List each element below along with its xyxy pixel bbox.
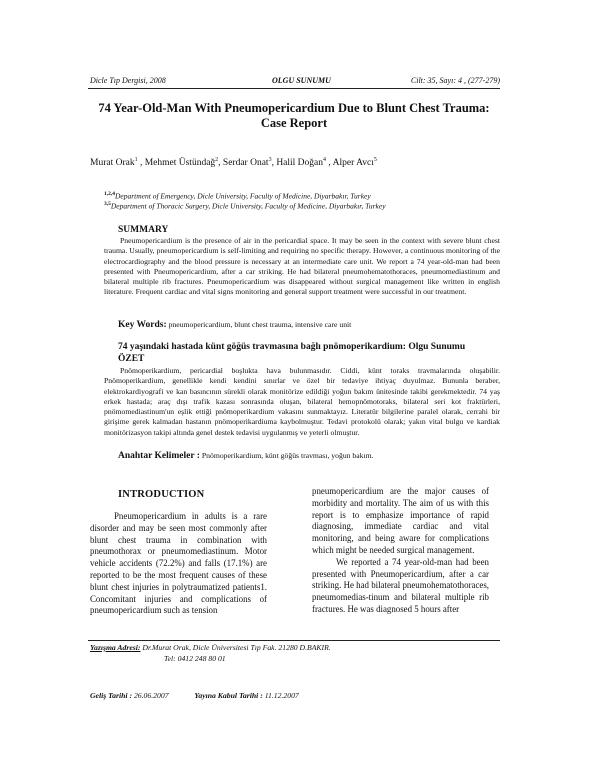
accepted-label: Yayına Kabul Tarihi : [194, 691, 263, 700]
intro-column-left [90, 511, 267, 617]
author-name: Alper Avcı [332, 158, 374, 169]
author-name: Serdar Onat [222, 158, 269, 169]
received-label: Geliş Tarihi : [90, 691, 133, 700]
turkish-title: 74 yaşındaki hastada künt göğüs travmasına bağlı pnömoperikardium: Olgu Sunumu [118, 342, 466, 352]
intro-paragraph: Pneumopericardium in adults is a rare disorder and may be seen most commonly after blunt chest trauma in combination with pneumothorax or pneumomediastinum. Motor vehicle accidents (72.2%) and falls (17.1%) are reported to be the most frequent causes of these blunt chest injuries in polytraumatized patients1. Concomitant injuries and complications of pneumopericardium such as tension [90, 511, 267, 616]
article-dates [90, 691, 299, 700]
keywords-label: Key Words: [118, 320, 167, 330]
author-name: Halil Doğan [276, 158, 324, 169]
author-sup: 3 [268, 157, 272, 163]
volume-info: Cilt: 35, Sayı: 4 , (277-279) [410, 76, 500, 85]
ozet-text [104, 366, 500, 438]
ozet-heading: ÖZET [118, 354, 145, 364]
author-sup: 2 [215, 157, 219, 163]
correspondence-address: Dr.Murat Orak, Dicle Üniversitesi Tıp Fak. 21280 D.BAKIR. [142, 643, 331, 652]
journal-name: Dicle Tıp Dergisi, 2008 [90, 76, 166, 85]
author-name: Murat Orak [90, 158, 135, 169]
ozet-body: Pnömoperikardium, pericardial boşlukta hava bulunmasıdır. Ciddi, künt toraks travmalarında oluşabilir. Pnömoperikardium, genellikle kendi kendini sınırlar ve özel bir tedaviye ihtiyaç duyulmaz. Bununla beraber, elektrokardiyografi ve kan basıncının sürekli olarak monitörize edildiği yoğun bakım ünitesinde takibi gerekmektedir. 74 yaş erkek hastada; araç dışı trafik kazası sonrasında oluşan, bilateral hemopnömotoraks, bilateral seri kot fraktürleri, pnömomediastinum'un eşlik ettiği pnömoperikardium vakasını sunmaktayız. Literatür bilgilerine paralel olarak, cerrahi bir girişime gerek kalmadan hastanın pnömoperikardiuma kaybolmuştur. Tedavi protokolü olarak; yakın vital bulgu ve kardiak monitörizasyon takipi altında genel destek tedavisi uygulanmış ve yeterli olmuştur. [104, 366, 500, 437]
correspondence [90, 643, 331, 652]
affiliation-sup: 1,2,4 [104, 191, 115, 197]
anahtar-label: Anahtar Kelimeler : [118, 451, 200, 461]
intro-paragraph: pneumopericardium are the major causes of morbidity and mortality. The aim of us with this report is to emphasize importance of rapid diagnosing, immediate cardiac and vital monitoring, and being aware for complications which might be needed surgical management. [312, 486, 489, 555]
keywords-text: pneumopericardium, blunt chest trauma, intensive care unit [168, 320, 352, 329]
telephone: Tel: 0412 248 80 01 [164, 654, 226, 663]
header-rule [88, 88, 500, 89]
article-type: OLGU SUNUMU [272, 76, 331, 85]
intro-paragraph: We reported a 74 year-old-man had been presented with Pneumopericardium, after a car striking. He had bilateral pneumohematothoraces, pneumomedias-tinum and bilateral multiple rib fractures. He was diagnosed 5 hours after [312, 556, 489, 614]
author-list: Murat Orak$^1$ , Mehmet Üstündağ$^2$, Serdar Onat$^3$, Halil Doğan$^4$ , Alper Avcı$^5$ [90, 157, 377, 169]
author-sup: 4 [323, 157, 327, 163]
anahtar-text: Pnömoperikardium, künt göğüs travması, yoğun bakım. [201, 451, 374, 460]
accepted-date: 11.12.2007 [264, 691, 299, 700]
received-date: 26.06.2007 [133, 691, 169, 700]
correspondence-label: Yazışma Adresi: [90, 643, 141, 652]
affiliation-text: Department of Thoracic Surgery, Dicle University, Faculty of Medicine, Diyarbakır, Turkey [110, 201, 386, 211]
author-name: Mehmet Üstündağ [144, 158, 216, 169]
author-sup: 5 [373, 157, 377, 163]
affiliation [104, 201, 386, 211]
anahtar-kelimeler [118, 451, 374, 461]
introduction-heading: INTRODUCTION [118, 489, 205, 500]
author-sup: 1 [134, 157, 138, 163]
summary-text [104, 236, 500, 298]
paper-title: 74 Year-Old-Man With Pneumopericardium Due to Blunt Chest Trauma: Case Report [98, 101, 490, 130]
keywords [118, 320, 351, 330]
summary-heading: SUMMARY [118, 225, 169, 235]
affiliation-sup: 3,5 [104, 201, 111, 207]
affiliation [104, 191, 371, 201]
summary-body: Pneumopericardium is the presence of air in the pericardial space. It may be seen in the context with severe blunt chest trauma. Usually, pneumopericardium is self-limiting and requiring no specific therapy. However, a continuous monitoring of the electrocardiography and the blood pressure is necessary at an intermediate care unit. We report a 74 year-old-man had been presented with Pneumopericardium, after a car striking. He had bilateral pneumohematothoraces, pneumomediastinum and bilateral multiple rib fractures. Pneumopericardium was disappeared without surgical management like written in english literature. Frequent cardiac and vital signs monitoring and general support treatment were successful in our treatment. [104, 236, 500, 297]
footer-rule [88, 640, 500, 641]
intro-column-right [312, 486, 489, 616]
affiliation-text: Department of Emergency, Dicle University, Faculty of Medicine, Diyarbakır, Turkey [115, 191, 371, 201]
